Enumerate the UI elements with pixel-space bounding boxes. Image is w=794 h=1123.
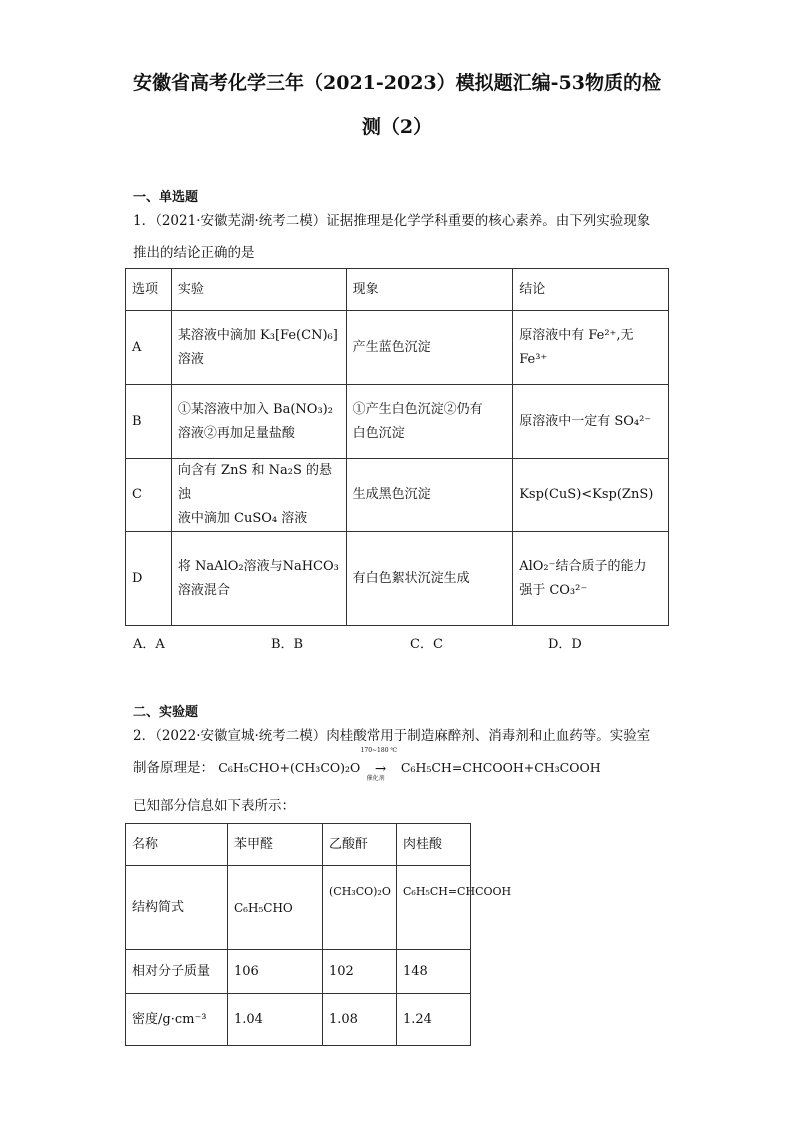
section2-heading: 二、实验题 xyxy=(133,705,199,720)
arrow-condition-catalyst: 催化剂 xyxy=(366,774,385,782)
row-experiment xyxy=(171,532,346,626)
row-experiment xyxy=(171,459,346,532)
row-phenomenon xyxy=(346,385,513,459)
q1-stem-line2: 推出的结论正确的是 xyxy=(133,245,255,261)
row-conclusion xyxy=(513,385,669,459)
table-row xyxy=(126,866,471,950)
cell-value: (CH₃CO)₂O xyxy=(323,866,397,950)
formula-reactants: C₆H₅CHO+(CH₃CO)₂O xyxy=(218,760,361,775)
cell-line: 产生蓝色沉淀 xyxy=(352,339,431,355)
row-option: B xyxy=(126,385,172,459)
option-d[interactable]: D．D xyxy=(548,637,582,652)
option-c[interactable]: C．C xyxy=(410,637,443,652)
cell-line: ①产生白色沉淀②仍有 xyxy=(352,401,483,417)
q1-header-option: 选项 xyxy=(126,269,172,311)
row-label: 结构简式 xyxy=(126,866,228,950)
row-label: 相对分子质量 xyxy=(126,950,228,994)
q2-header-cinnamic-acid: 肉桂酸 xyxy=(397,824,471,866)
formula-products: C₆H₅CH=CHCOOH+CH₃COOH xyxy=(400,760,601,775)
q1-stem-line1: 1．（2021·安徽芜湖·统考二模）证据推理是化学学科重要的核心素养。由下列实验现象 xyxy=(133,213,651,229)
cell-line: 原溶液中一定有 SO₄²⁻ xyxy=(519,413,652,429)
table-row xyxy=(126,950,471,994)
document-title-line1: 安徽省高考化学三年（2021-2023）模拟题汇编-53物质的检 xyxy=(133,72,661,94)
cell-value: 148 xyxy=(397,950,471,994)
row-conclusion xyxy=(513,311,669,385)
cell-value: C₆H₅CH=CHCOOH xyxy=(397,866,471,950)
q2-header-acetic-anhydride: 乙酸酐 xyxy=(323,824,397,866)
q2-table-header xyxy=(126,824,471,866)
table-row xyxy=(126,311,669,385)
q1-table xyxy=(125,268,669,626)
table-row xyxy=(126,994,471,1046)
row-phenomenon xyxy=(346,459,513,532)
document-title-line2: 测（2） xyxy=(361,116,433,138)
q2-known-info: 已知部分信息如下表所示： xyxy=(133,798,295,814)
row-experiment xyxy=(171,311,346,385)
q1-header-phenomenon: 现象 xyxy=(346,269,513,311)
row-option: C xyxy=(126,459,172,532)
q1-table-header xyxy=(126,269,669,311)
cell-line: 液中滴加 CuSO₄ 溶液 xyxy=(177,511,308,526)
row-option: A xyxy=(126,311,172,385)
cell-line: 原溶液中有 Fe²⁺,无 xyxy=(519,327,634,343)
row-phenomenon xyxy=(346,532,513,626)
cell-line: 白色沉淀 xyxy=(352,425,405,441)
cell-value: 102 xyxy=(323,950,397,994)
cell-line: 向含有 ZnS 和 Na₂S 的悬浊 xyxy=(177,463,333,502)
cell-line: 将 NaAlO₂溶液与NaHCO₃ xyxy=(177,558,339,574)
cell-value: 106 xyxy=(228,950,323,994)
reaction-arrow xyxy=(360,746,398,782)
row-option: D xyxy=(126,532,172,626)
cell-line: Ksp(CuS)<Ksp(ZnS) xyxy=(519,487,654,502)
row-conclusion xyxy=(513,459,669,532)
row-experiment xyxy=(171,385,346,459)
row-conclusion xyxy=(513,532,669,626)
q2-header-benzaldehyde: 苯甲醛 xyxy=(228,824,323,866)
q2-header-name: 名称 xyxy=(126,824,228,866)
q2-table xyxy=(125,823,512,1046)
table-row xyxy=(126,385,669,459)
cell-line: 溶液②再加足量盐酸 xyxy=(177,425,295,441)
cell-line: ①某溶液中加入 Ba(NO₃)₂ xyxy=(177,401,333,417)
cell-line: 有白色絮状沉淀生成 xyxy=(352,570,470,586)
arrow-icon: → xyxy=(374,760,387,777)
cell-value: C₆H₅CHO xyxy=(228,866,323,950)
option-b[interactable]: B．B xyxy=(271,637,304,652)
cell-value: 1.24 xyxy=(397,994,471,1046)
q1-header-experiment: 实验 xyxy=(171,269,346,311)
reaction-equation xyxy=(133,746,601,782)
row-label: 密度/g·cm⁻³ xyxy=(126,994,228,1046)
table-row xyxy=(126,532,669,626)
cell-value: 1.04 xyxy=(228,994,323,1046)
formula-prefix: 制备原理是： xyxy=(133,760,214,776)
cell-line: AlO₂⁻结合质子的能力 xyxy=(519,558,647,574)
cell-line: 强于 CO₃²⁻ xyxy=(519,582,588,598)
cell-line: 某溶液中滴加 K₃[Fe(CN)₆] xyxy=(177,327,338,343)
q1-header-conclusion: 结论 xyxy=(513,269,669,311)
row-phenomenon xyxy=(346,311,513,385)
cell-line: 溶液混合 xyxy=(177,582,230,598)
table-row xyxy=(126,459,669,532)
cell-value: 1.08 xyxy=(323,994,397,1046)
option-a[interactable]: A．A xyxy=(133,637,165,652)
q2-stem-line1: 2．（2022·安徽宣城·统考二模）肉桂酸常用于制造麻醉剂、消毒剂和止血药等。实验室 xyxy=(133,728,651,744)
cell-line: 溶液 xyxy=(177,351,204,367)
cell-line: 生成黑色沉淀 xyxy=(352,487,431,502)
section1-heading: 一、单选题 xyxy=(133,190,199,205)
arrow-condition-temperature: 170~180 ℃ xyxy=(360,746,398,754)
cell-line: Fe³⁺ xyxy=(519,351,548,367)
